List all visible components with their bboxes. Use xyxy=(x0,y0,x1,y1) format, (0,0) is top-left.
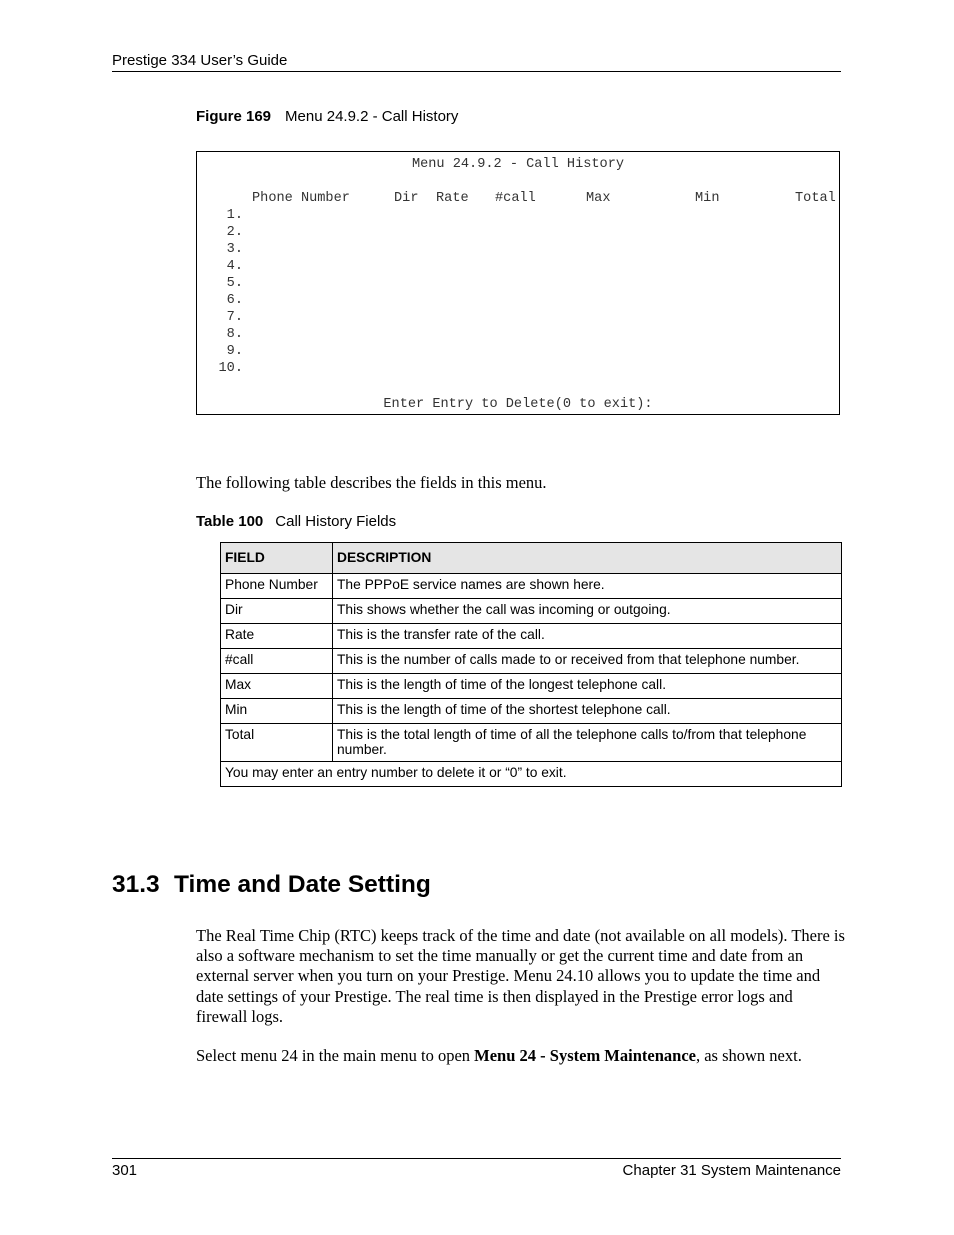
section-title: Time and Date Setting xyxy=(174,871,431,898)
column-call-count: #call xyxy=(495,191,536,206)
entry-row-number: 8. xyxy=(226,327,243,342)
description-cell: This is the number of calls made to or received from that telephone number. xyxy=(333,649,842,674)
section-number: 31.3 xyxy=(112,871,160,898)
table-header-row xyxy=(221,543,842,574)
entry-row-number: 3. xyxy=(226,242,243,257)
description-cell: This is the length of time of the shortest telephone call. xyxy=(333,699,842,724)
table-row xyxy=(221,724,842,762)
header-rule xyxy=(112,71,841,72)
table-row xyxy=(221,649,842,674)
field-cell: Min xyxy=(221,699,333,724)
table-footer-row xyxy=(221,762,842,787)
para2-text-end: , as shown next. xyxy=(695,1046,802,1065)
entry-row-number: 6. xyxy=(226,293,243,308)
entry-row-number: 4. xyxy=(226,259,243,274)
entry-row-number: 2. xyxy=(226,225,243,240)
figure-title: Menu 24.9.2 - Call History xyxy=(285,108,459,125)
description-cell: This is the transfer rate of the call. xyxy=(333,624,842,649)
field-cell: Max xyxy=(221,674,333,699)
description-cell: This is the total length of time of all the telephone calls to/from that telephone number. xyxy=(333,724,842,762)
call-history-fields-table xyxy=(220,542,842,787)
rtc-paragraph: The Real Time Chip (RTC) keeps track of the time and date (not available on all models). There is also a software mechanism to set the time manually or get the current time and date from an external server when you turn on your Prestige. Menu 24.10 allows you to update the time and date settings of your Prestige. The real time is then displayed in the Prestige error logs and firewall logs. xyxy=(196,926,845,1026)
figure-caption xyxy=(196,108,458,125)
description-cell: The PPPoE service names are shown here. xyxy=(333,574,842,599)
table-caption xyxy=(196,513,396,530)
field-cell: Total xyxy=(221,724,333,762)
figure-label: Figure 169 xyxy=(196,108,272,125)
call-history-screen xyxy=(196,151,840,415)
column-phone-number: Phone Number xyxy=(252,191,350,206)
description-cell: This is the length of time of the longest telephone call. xyxy=(333,674,842,699)
intro-text: The following table describes the fields in this menu. xyxy=(196,473,547,492)
field-cell: #call xyxy=(221,649,333,674)
running-header: Prestige 334 User’s Guide xyxy=(112,52,288,69)
entry-row-number: 1. xyxy=(226,208,243,223)
column-total: Total xyxy=(795,191,836,206)
delete-entry-prompt: Enter Entry to Delete(0 to exit): xyxy=(383,397,653,412)
entry-row-number: 9. xyxy=(226,344,243,359)
chapter-title: Chapter 31 System Maintenance xyxy=(622,1162,841,1179)
select-menu-paragraph xyxy=(196,1046,846,1066)
menu-name: Menu 24 - System Maintenance xyxy=(474,1046,696,1065)
table-row xyxy=(221,574,842,599)
column-max: Max xyxy=(586,191,611,206)
header-description: DESCRIPTION xyxy=(333,543,842,574)
field-cell: Phone Number xyxy=(221,574,333,599)
section-heading xyxy=(112,871,431,899)
table-row xyxy=(221,699,842,724)
table-footer-note: You may enter an entry number to delete it or “0” to exit. xyxy=(221,762,842,787)
field-cell: Rate xyxy=(221,624,333,649)
table-row xyxy=(221,599,842,624)
table-row xyxy=(221,674,842,699)
page-number: 301 xyxy=(112,1162,138,1179)
table-label: Table 100 xyxy=(196,513,264,530)
footer-rule xyxy=(112,1158,841,1159)
header-field: FIELD xyxy=(221,543,333,574)
description-cell: This shows whether the call was incoming or outgoing. xyxy=(333,599,842,624)
entry-row-number: 5. xyxy=(226,276,243,291)
entry-row-number: 7. xyxy=(226,310,243,325)
screen-title: Menu 24.9.2 - Call History xyxy=(411,157,625,172)
table-row xyxy=(221,624,842,649)
column-min: Min xyxy=(695,191,720,206)
field-cell: Dir xyxy=(221,599,333,624)
column-dir: Dir xyxy=(394,191,419,206)
table-title: Call History Fields xyxy=(275,513,397,530)
column-rate: Rate xyxy=(436,191,469,206)
entry-row-number: 10. xyxy=(218,361,243,376)
para2-text: Select menu 24 in the main menu to open xyxy=(196,1046,475,1065)
